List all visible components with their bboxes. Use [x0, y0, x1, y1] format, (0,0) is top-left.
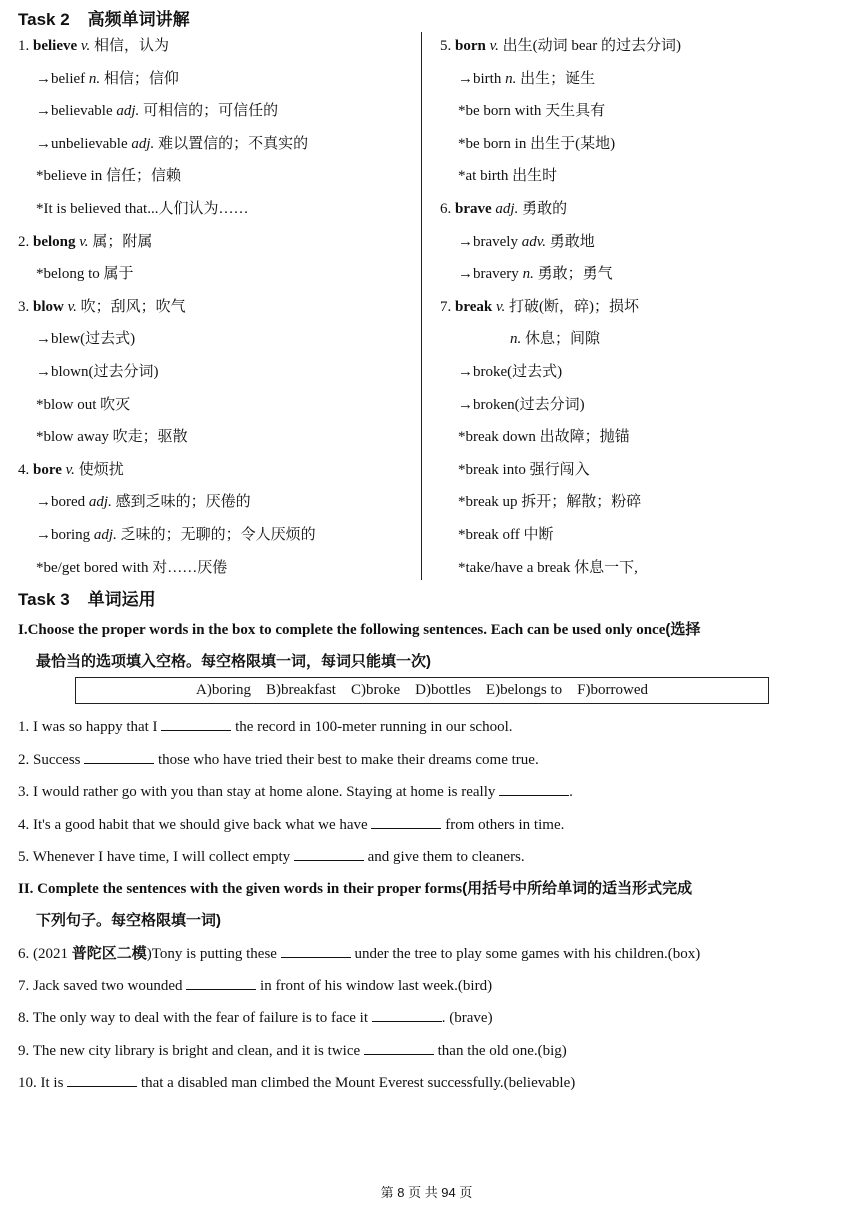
derivative-text: →unbelievable: [36, 135, 132, 152]
derivative-text: *It is believed that...人们认为……: [36, 200, 249, 217]
sentence-start: 9. The new city library is bright and clean, and it is twice: [18, 1042, 364, 1059]
part-of-speech: v.: [489, 38, 499, 54]
exercise-sentence: [18, 1007, 493, 1027]
task2-heading: [18, 5, 190, 30]
derivative-text: →broken(过去分词): [458, 396, 585, 413]
part-of-speech: n.: [88, 70, 101, 87]
sentence-start: 10. It is: [18, 1075, 68, 1091]
derivative-text: *be born with 天生具有: [458, 103, 606, 120]
vocab-line: [440, 63, 840, 96]
sentence-end: in front of his window last week.(bird): [256, 977, 493, 994]
answer-blank[interactable]: [67, 1072, 137, 1087]
sentence-end: those who have tried their best to make their dreams come true.: [154, 751, 539, 768]
derivative-text: *break down 出故障；抛锚: [458, 429, 630, 446]
derivative-text: *blow away 吹走；驱散: [36, 429, 188, 446]
derivative-text: →blown(过去分词): [36, 363, 159, 380]
derivative-text: *believe in 信任；信赖: [36, 168, 181, 185]
vocab-line: [18, 552, 418, 585]
exercise-sentence: [18, 749, 539, 769]
derivative-text: →belief: [36, 70, 89, 87]
definition: 乏味的；无聊的；令人厌烦的: [116, 526, 316, 543]
definition: 勇敢地: [546, 233, 595, 250]
definition: 属；附属: [88, 233, 153, 250]
vocab-line: [440, 454, 840, 487]
vocab-line: [18, 30, 418, 63]
definition: 可相信的；可信任的: [139, 103, 279, 120]
derivative-text: *be born in 出生于(某地): [458, 135, 616, 152]
vocab-line: [440, 193, 840, 226]
vocab-line: [440, 128, 840, 161]
part2-instruction-cont: 下列句子。每空格限填一词): [36, 912, 221, 929]
derivative-text: →bravely: [458, 233, 522, 250]
part-of-speech: adj.: [88, 494, 112, 511]
word-box: A)boring B)breakfast C)broke D)bottles E)belongs to F)borrowed: [75, 677, 769, 704]
sentence-end: and give them to cleaners.: [363, 849, 525, 865]
exercise-sentence: [18, 1040, 567, 1060]
task3-label: Task 3: [18, 590, 70, 609]
part-of-speech: v.: [67, 298, 77, 315]
definition: 出生(动词 bear 的过去分词): [498, 38, 681, 54]
vocab-line: [18, 421, 418, 454]
headword: brave: [455, 200, 492, 217]
answer-blank[interactable]: [281, 943, 351, 958]
derivative-text: →birth: [458, 70, 506, 87]
vocab-line: [18, 519, 418, 552]
answer-blank[interactable]: [294, 846, 364, 861]
derivative-text: *break off 中断: [458, 526, 554, 543]
sentence-start-cont: )Tony is putting these: [146, 946, 281, 962]
headword: bore: [33, 461, 62, 478]
sentence-end: .: [569, 784, 573, 800]
exercise-sentence: [18, 814, 564, 834]
vocab-line: [18, 486, 418, 519]
vocab-line: [440, 226, 840, 259]
sentence-start: 7. Jack saved two wounded: [18, 977, 187, 994]
derivative-text: →bored: [36, 494, 89, 511]
answer-blank[interactable]: [371, 814, 441, 829]
vocab-line: [18, 389, 418, 422]
derivative-text: →boring: [36, 526, 94, 543]
answer-blank[interactable]: [364, 1040, 434, 1055]
task3-heading: [18, 585, 156, 610]
answer-blank[interactable]: [84, 749, 154, 764]
derivative-text: *break up 拆开；解散；粉碎: [458, 494, 642, 511]
derivative-text: *take/have a break 休息一下,: [458, 559, 638, 576]
headword: born: [455, 38, 486, 54]
vocab-line: [440, 519, 840, 552]
sentence-end: from others in time.: [441, 816, 565, 833]
exercise-sentence: [18, 846, 525, 866]
derivative-text: *blow out 吹灭: [36, 396, 131, 413]
vocab-column-right: [440, 30, 840, 584]
vocab-line: [18, 226, 418, 259]
part-of-speech: v.: [495, 298, 506, 315]
sentence-end: that a disabled man climbed the Mount Everest successfully.(believable): [137, 1075, 576, 1091]
sentence-start: 8. The only way to deal with the fear of failure is to face it: [18, 1010, 372, 1026]
derivative-text: *belong to 属于: [36, 266, 134, 283]
vocab-line: [440, 258, 840, 291]
answer-blank[interactable]: [372, 1007, 442, 1022]
task2-label: Task 2: [18, 10, 70, 29]
sentence-start: 6. (2021: [18, 946, 72, 962]
exercise-sentence: [18, 975, 492, 995]
task2-title: 高频单词讲解: [87, 10, 190, 29]
part-of-speech: v.: [80, 38, 91, 54]
vocab-line: [18, 95, 418, 128]
source-tag: 普陀区二模: [71, 945, 147, 962]
vocab-line: [440, 291, 840, 324]
derivative-text: →blew(过去式): [36, 331, 136, 348]
part1-instruction-cn: (选择: [665, 621, 701, 638]
definition: 出生；诞生: [516, 70, 596, 87]
part1-instruction-cont: 最恰当的选项填入空格。每空格限填一词，每词只能填一次): [36, 653, 431, 670]
part2-instruction-cn: (用括号中所给单词的适当形式完成: [462, 880, 693, 897]
headword: belong: [33, 233, 76, 250]
definition: 感到乏味的；厌倦的: [111, 494, 251, 511]
exercise-sentence: [18, 716, 513, 736]
page-footer: 第 8 页 共 94 页: [380, 1185, 473, 1200]
part-of-speech: adj.: [93, 526, 117, 543]
sentence-end: than the old one.(big): [433, 1042, 567, 1059]
exercise-sentence: [18, 1072, 575, 1092]
entry-number: 3.: [18, 298, 30, 315]
part-of-speech: n.: [522, 266, 534, 283]
sentence-start: 1. I was so happy that I: [18, 719, 162, 735]
answer-blank[interactable]: [186, 975, 256, 990]
definition: 勇敢；勇气: [533, 266, 613, 283]
definition: 使烦扰: [74, 461, 124, 478]
headword: blow: [33, 298, 64, 315]
vocab-line: [18, 128, 418, 161]
vocab-line: [18, 160, 418, 193]
part-of-speech: adj.: [131, 135, 155, 152]
derivative-text: *break into 强行闯入: [458, 461, 590, 478]
part-of-speech: v.: [65, 461, 75, 478]
vocab-line: [440, 486, 840, 519]
definition: 打破(断，碎)；损坏: [505, 298, 640, 315]
part1-instruction-en: I.Choose the proper words in the box to complete the following sentences. Each can be used only once: [18, 622, 666, 638]
exercise-sentence: [18, 942, 700, 963]
vocab-line: [440, 323, 840, 356]
entry-number: 2.: [18, 233, 30, 250]
sentence-start: 5. Whenever I have time, I will collect empty: [18, 849, 294, 865]
vocab-line: [440, 30, 840, 63]
vocab-line: [440, 160, 840, 193]
vocab-line: [18, 323, 418, 356]
vocab-line: [440, 356, 840, 389]
entry-number: 6.: [440, 200, 452, 217]
vocab-line: [440, 552, 840, 585]
vocab-line: [18, 291, 418, 324]
derivative-text: →bravery: [458, 266, 523, 283]
derivative-text: *at birth 出生时: [458, 168, 558, 185]
definition: 相信；信仰: [100, 70, 179, 87]
sentence-end: under the tree to play some games with his children.(box): [350, 946, 701, 962]
vocab-line: [440, 389, 840, 422]
definition: 休息；间隙: [521, 331, 601, 348]
part2-instruction: [18, 877, 692, 898]
sentence-start: 3. I would rather go with you than stay at home alone. Staying at home is really: [18, 784, 500, 800]
definition: 相信，认为: [90, 38, 169, 54]
vocab-line: [440, 421, 840, 454]
vocab-line: [440, 95, 840, 128]
part-of-speech: adv.: [521, 233, 547, 250]
derivative-text: →broke(过去式): [458, 363, 563, 380]
vocab-column-left: [18, 30, 418, 584]
task3-title: 单词运用: [87, 590, 156, 609]
part-of-speech: n.: [510, 331, 522, 348]
headword: believe: [33, 38, 78, 54]
exercise-sentence: [18, 781, 573, 801]
vocab-line: [18, 454, 418, 487]
sentence-start: 4. It's a good habit that we should give back what we have: [18, 816, 372, 833]
part-of-speech: adj.: [495, 200, 519, 217]
sentence-end: the record in 100-meter running in our school.: [231, 719, 513, 735]
sentence-start: 2. Success: [18, 751, 85, 768]
entry-number: 4.: [18, 461, 30, 478]
headword: break: [455, 298, 493, 315]
column-divider: [421, 32, 422, 580]
part2-instruction-en: II. Complete the sentences with the given words in their proper forms: [18, 881, 463, 897]
definition: 难以置信的；不真实的: [154, 135, 309, 152]
vocab-line: [18, 356, 418, 389]
derivative-text: →believable: [36, 103, 117, 120]
answer-blank[interactable]: [499, 781, 569, 796]
vocab-line: [18, 193, 418, 226]
part-of-speech: adj.: [116, 103, 140, 120]
vocab-line: [18, 258, 418, 291]
entry-number: 1.: [18, 38, 30, 54]
entry-number: 5.: [440, 38, 452, 54]
vocab-line: [18, 63, 418, 96]
entry-number: 7.: [440, 298, 452, 315]
part-of-speech: n.: [505, 70, 517, 87]
sentence-end: . (brave): [441, 1010, 493, 1026]
definition: 勇敢的: [518, 200, 568, 217]
part1-instruction: [18, 618, 700, 639]
derivative-text: *be/get bored with 对……厌倦: [36, 559, 228, 576]
part-of-speech: v.: [79, 233, 89, 250]
definition: 吹；刮风；吹气: [76, 298, 186, 315]
answer-blank[interactable]: [161, 716, 231, 731]
